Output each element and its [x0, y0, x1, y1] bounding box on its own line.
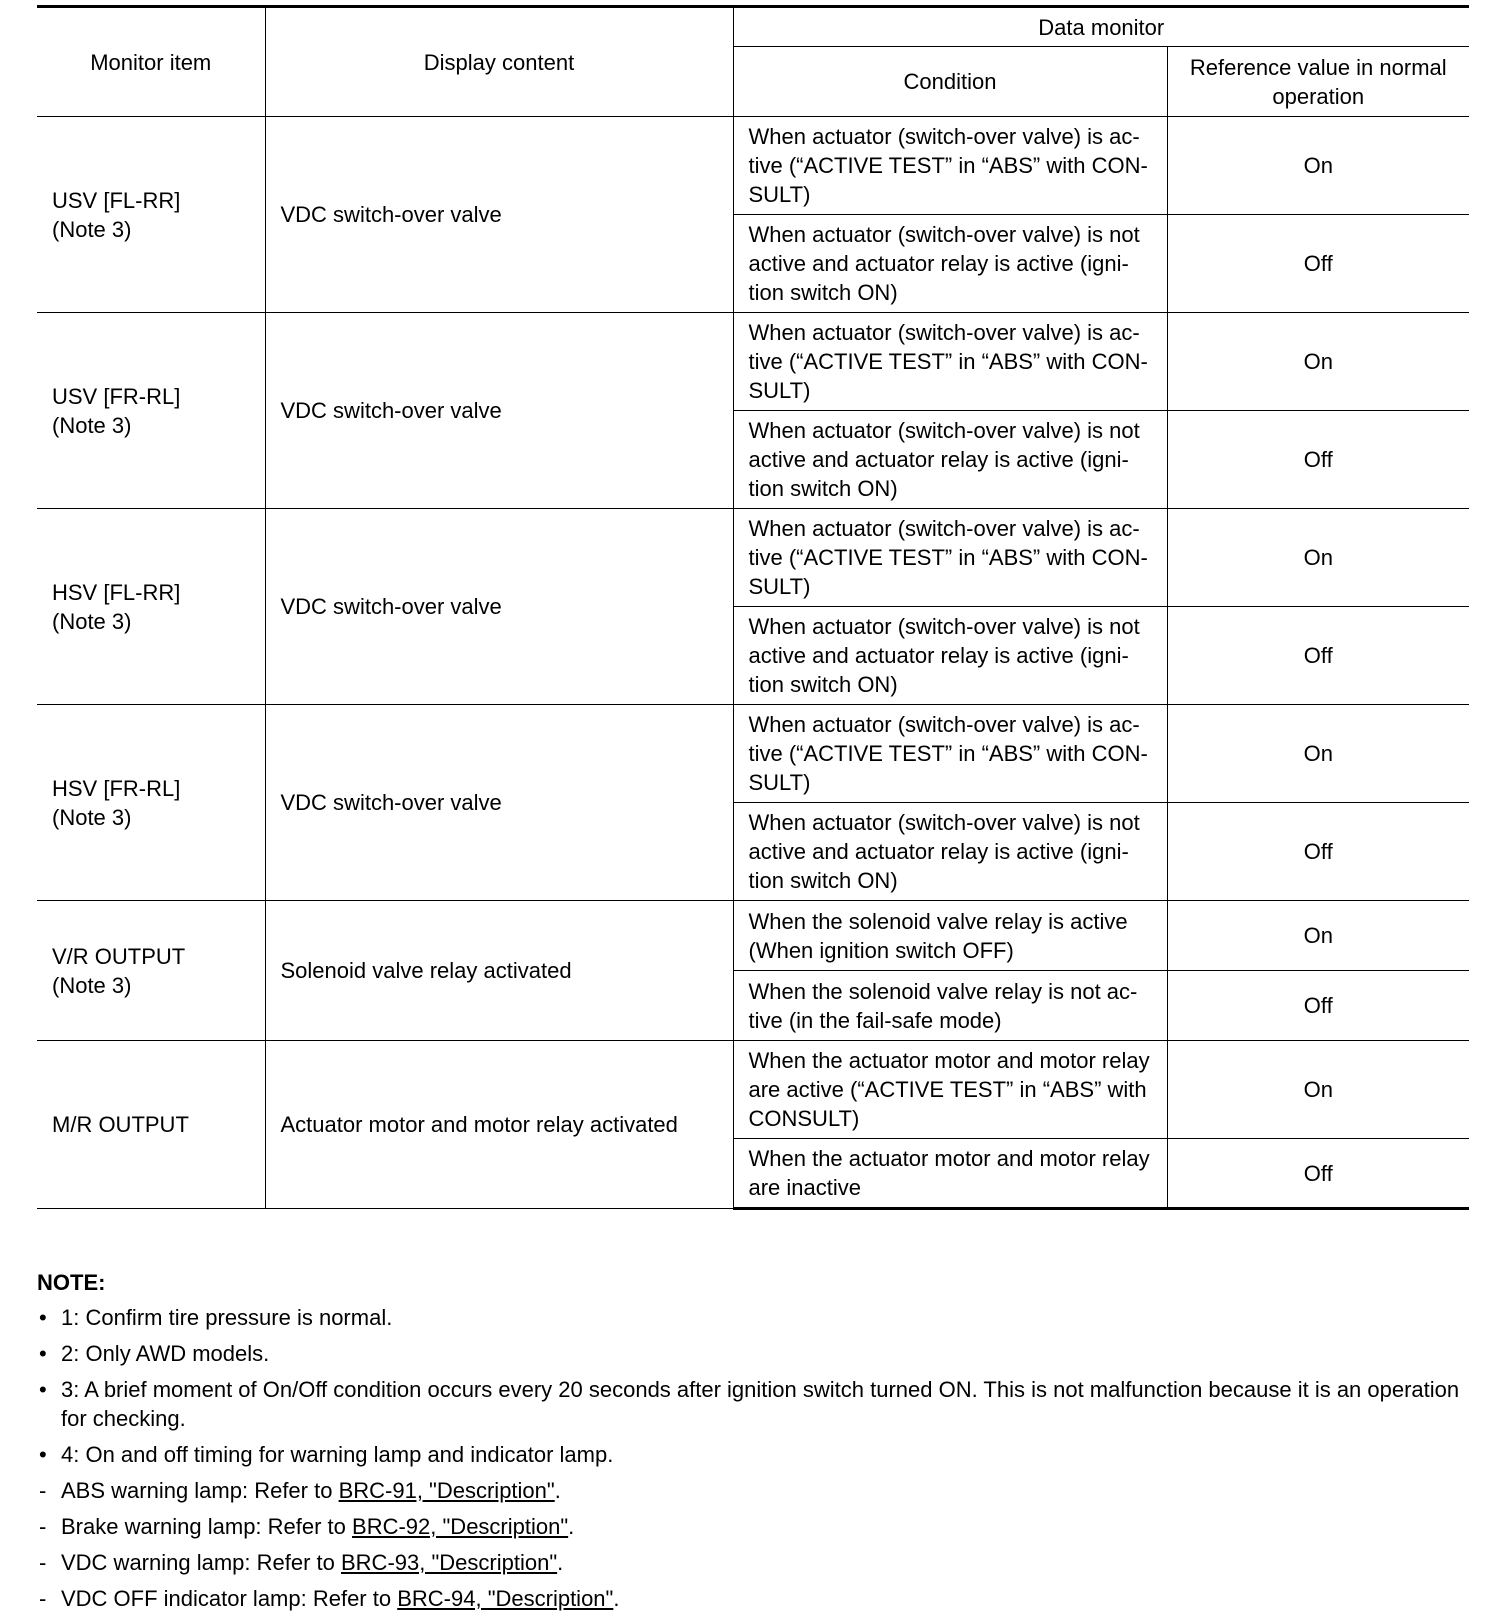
- reference-suffix: .: [613, 1586, 620, 1611]
- table-row: [37, 509, 1469, 607]
- display-content-cell: VDC switch-over valve: [265, 313, 733, 509]
- monitor-item-line: (Note 3): [52, 412, 132, 438]
- dash-marker: -: [39, 1478, 47, 1503]
- reference-value-cell: On: [1167, 117, 1469, 215]
- table-row: [37, 901, 1469, 971]
- reference-link[interactable]: BRC-91, "Description": [338, 1478, 555, 1503]
- reference-value-cell: Off: [1167, 1139, 1469, 1209]
- data-monitor-table: [37, 5, 1469, 1210]
- monitor-item-cell: [37, 1041, 265, 1209]
- monitor-item-line: USV [FL-RR]: [52, 187, 181, 213]
- monitor-item-line: (Note 3): [52, 972, 132, 998]
- condition-cell: When actuator (switch-over valve) is ac-tive (“ACTIVE TEST” in “ABS” with CON-SULT): [733, 117, 1167, 215]
- condition-cell: When the solenoid valve relay is not ac-tive (in the fail-safe mode): [733, 971, 1167, 1041]
- reference-suffix: .: [557, 1550, 564, 1575]
- reference-list: [37, 1476, 1469, 1613]
- condition-cell: When actuator (switch-over valve) is ac-tive (“ACTIVE TEST” in “ABS” with CON-SULT): [733, 313, 1167, 411]
- note-item: [37, 1440, 1469, 1469]
- reference-text: ABS warning lamp: Refer to: [61, 1478, 339, 1503]
- display-content-cell: VDC switch-over valve: [265, 117, 733, 313]
- reference-text: Brake warning lamp: Refer to: [61, 1514, 353, 1539]
- monitor-item-cell: [37, 313, 265, 509]
- bullet-marker: •: [39, 1305, 47, 1330]
- condition-cell: When the actuator motor and motor relay are active (“ACTIVE TEST” in “ABS” with CONSULT): [733, 1041, 1167, 1139]
- table-row: [37, 117, 1469, 215]
- monitor-item-cell: [37, 509, 265, 705]
- condition-cell: When the actuator motor and motor relay are inactive: [733, 1139, 1167, 1209]
- bullet-marker: •: [39, 1442, 47, 1467]
- note-item: [37, 1303, 1469, 1332]
- reference-text: VDC OFF indicator lamp: Refer to: [61, 1586, 398, 1611]
- bullet-marker: •: [39, 1341, 47, 1366]
- condition-cell: When actuator (switch-over valve) is ac-tive (“ACTIVE TEST” in “ABS” with CON-SULT): [733, 509, 1167, 607]
- note-title: NOTE:: [37, 1270, 106, 1295]
- table-body: [37, 117, 1469, 1209]
- condition-cell: When actuator (switch-over valve) is not active and actuator relay is active (igni-tion switch ON): [733, 803, 1167, 901]
- note-text: 4: On and off timing for warning lamp and indicator lamp.: [61, 1442, 614, 1467]
- reference-value-cell: Off: [1167, 803, 1469, 901]
- monitor-item-line: HSV [FL-RR]: [52, 579, 181, 605]
- bullet-marker: •: [39, 1377, 47, 1402]
- condition-cell: When actuator (switch-over valve) is not active and actuator relay is active (igni-tion switch ON): [733, 607, 1167, 705]
- dash-marker: -: [39, 1586, 47, 1611]
- note-item: [37, 1339, 1469, 1368]
- monitor-item-line: HSV [FR-RL]: [52, 775, 181, 801]
- header-monitor-item: Monitor item: [37, 7, 265, 117]
- reference-value-cell: Off: [1167, 215, 1469, 313]
- reference-value-cell: On: [1167, 705, 1469, 803]
- monitor-item-line: (Note 3): [52, 804, 132, 830]
- note-text: 1: Confirm tire pressure is normal.: [61, 1305, 393, 1330]
- reference-value-cell: On: [1167, 313, 1469, 411]
- reference-link[interactable]: BRC-94, "Description": [397, 1586, 614, 1611]
- header-condition: Condition: [733, 47, 1167, 117]
- reference-item: [37, 1476, 1469, 1505]
- display-content-cell: VDC switch-over valve: [265, 509, 733, 705]
- reference-suffix: .: [554, 1478, 561, 1503]
- reference-value-cell: Off: [1167, 607, 1469, 705]
- reference-value-cell: On: [1167, 509, 1469, 607]
- reference-item: [37, 1548, 1469, 1577]
- display-content-cell: Actuator motor and motor relay activated: [265, 1041, 733, 1209]
- reference-suffix: .: [568, 1514, 575, 1539]
- condition-cell: When actuator (switch-over valve) is not active and actuator relay is active (igni-tion switch ON): [733, 411, 1167, 509]
- reference-link[interactable]: BRC-92, "Description": [352, 1514, 569, 1539]
- reference-value-cell: On: [1167, 901, 1469, 971]
- monitor-item-line: M/R OUTPUT: [52, 1112, 189, 1137]
- monitor-item-line: USV [FR-RL]: [52, 383, 181, 409]
- note-text: 2: Only AWD models.: [61, 1341, 270, 1366]
- monitor-item-line: V/R OUTPUT: [52, 943, 186, 969]
- note-item: [37, 1375, 1469, 1433]
- header-data-monitor: Data monitor: [733, 7, 1469, 47]
- monitor-item-cell: [37, 901, 265, 1041]
- condition-cell: When the solenoid valve relay is active (When ignition switch OFF): [733, 901, 1167, 971]
- table-row: [37, 313, 1469, 411]
- table-row: [37, 1041, 1469, 1139]
- reference-item: [37, 1584, 1469, 1613]
- monitor-item-cell: [37, 705, 265, 901]
- reference-link[interactable]: BRC-93, "Description": [341, 1550, 558, 1575]
- dash-marker: -: [39, 1550, 47, 1575]
- condition-cell: When actuator (switch-over valve) is ac-tive (“ACTIVE TEST” in “ABS” with CON-SULT): [733, 705, 1167, 803]
- reference-value-cell: Off: [1167, 971, 1469, 1041]
- monitor-item-cell: [37, 117, 265, 313]
- dash-marker: -: [39, 1514, 47, 1539]
- display-content-cell: Solenoid valve relay activated: [265, 901, 733, 1041]
- table-row: [37, 705, 1469, 803]
- header-reference-value: Reference value in normal operation: [1167, 47, 1469, 117]
- reference-item: [37, 1512, 1469, 1541]
- monitor-item-line: (Note 3): [52, 608, 132, 634]
- reference-value-cell: Off: [1167, 411, 1469, 509]
- reference-text: VDC warning lamp: Refer to: [61, 1550, 341, 1575]
- reference-value-cell: On: [1167, 1041, 1469, 1139]
- note-text: 3: A brief moment of On/Off condition occurs every 20 seconds after ignition switch turned ON. This is not malfunction because it is an operation for checking.: [61, 1377, 1460, 1431]
- display-content-cell: VDC switch-over valve: [265, 705, 733, 901]
- condition-cell: When actuator (switch-over valve) is not active and actuator relay is active (igni-tion switch ON): [733, 215, 1167, 313]
- notes-section: [37, 1268, 1469, 1620]
- header-display-content: Display content: [265, 7, 733, 117]
- note-list: [37, 1303, 1469, 1469]
- monitor-item-line: (Note 3): [52, 216, 132, 242]
